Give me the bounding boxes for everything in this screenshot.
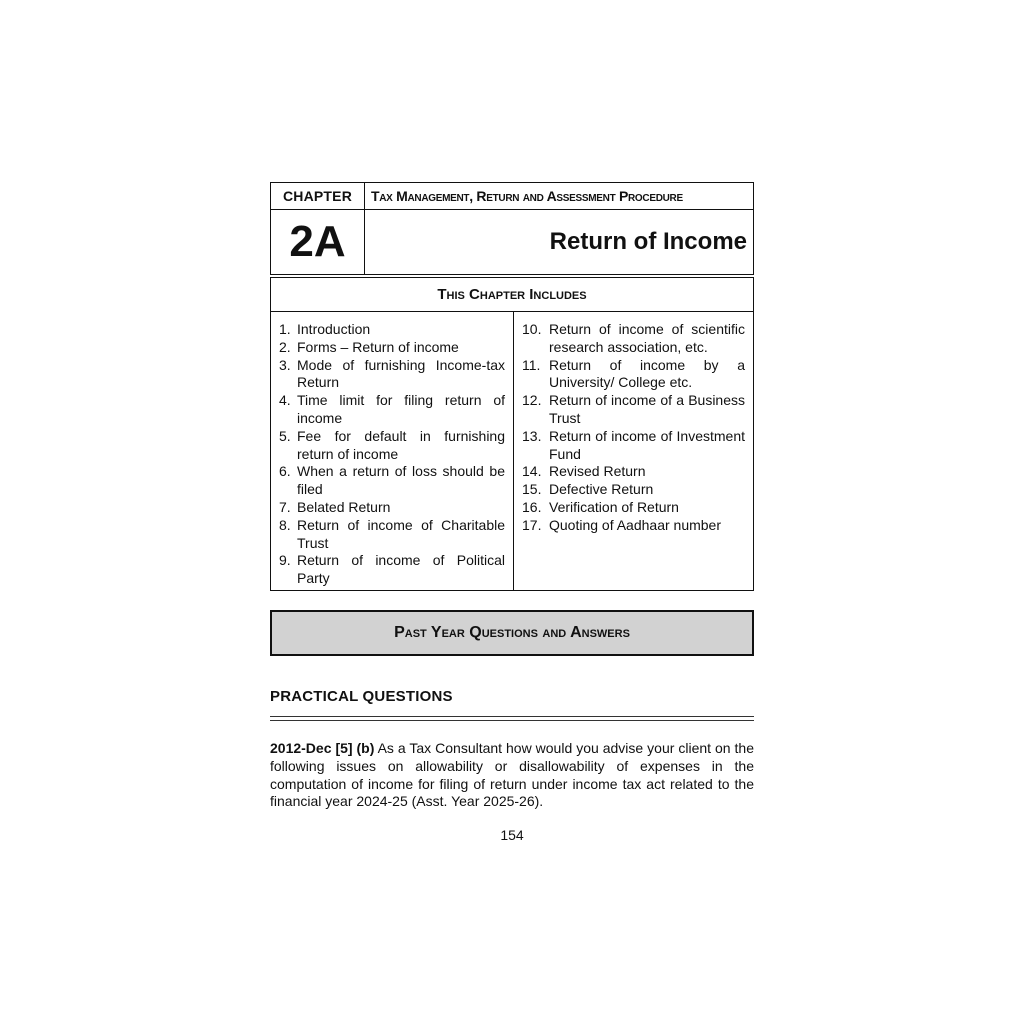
list-item-text: Defective Return <box>549 481 654 498</box>
list-item <box>522 463 745 481</box>
list-item <box>279 499 505 517</box>
question-paragraph <box>270 740 754 811</box>
list-item-text: Revised Return <box>549 463 646 480</box>
list-item-number: 9. <box>279 552 291 569</box>
list-item-number: 3. <box>279 356 291 373</box>
chapter-header-top-row <box>271 183 753 210</box>
chapter-includes-body <box>271 312 753 590</box>
chapter-header-table <box>270 182 754 275</box>
list-item-text: Quoting of Aadhaar number <box>549 516 722 533</box>
list-item-text: Return of income of a Business Trust <box>549 392 745 426</box>
includes-left-column <box>271 312 514 590</box>
list-item-number: 14. <box>522 463 542 480</box>
list-item <box>522 428 745 464</box>
list-item <box>279 552 505 588</box>
section-divider <box>270 716 754 721</box>
question-text: As a Tax Consultant how would you advise your client on the following issues on allowability or disallowability of expenses in the computation of income for filing of return under income tax act related to the financial year 2024-25 (Asst. Year 2025-26). <box>270 739 754 810</box>
list-item-number: 12. <box>522 392 542 409</box>
section-title: PRACTICAL QUESTIONS <box>270 687 453 705</box>
list-item-number: 6. <box>279 463 291 480</box>
list-item-number: 13. <box>522 427 542 444</box>
past-year-banner: Past Year Questions and Answers <box>270 610 754 656</box>
list-item-text: Belated Return <box>297 498 391 515</box>
list-item <box>522 357 745 393</box>
list-item <box>279 463 505 499</box>
list-item <box>279 428 505 464</box>
chapter-includes-box <box>270 277 754 591</box>
list-item-text: Return of income of Investment Fund <box>549 427 745 462</box>
list-item <box>522 321 745 357</box>
list-item <box>279 357 505 393</box>
list-item <box>279 321 505 339</box>
list-item-text: Fee for default in furnishing return of income <box>297 427 505 462</box>
list-item <box>279 339 505 357</box>
page-number: 154 <box>500 827 524 844</box>
list-item-number: 1. <box>279 321 291 337</box>
list-item-text: Return of income by a University/ College etc. <box>549 356 745 391</box>
list-item-number: 2. <box>279 338 291 355</box>
list-item-number: 17. <box>522 516 542 533</box>
document-page <box>270 182 754 843</box>
list-item <box>279 517 505 553</box>
list-item-number: 16. <box>522 498 542 515</box>
chapter-title: Return of Income <box>549 228 747 255</box>
list-item-text: Return of income of scientific research association, etc. <box>549 321 745 355</box>
chapter-label: CHAPTER <box>271 183 365 209</box>
question-reference: 2012-Dec [5] (b) <box>270 739 375 756</box>
list-item-number: 5. <box>279 427 291 444</box>
chapter-header-bottom-row <box>271 210 753 274</box>
list-item <box>522 392 745 428</box>
list-item-text: Mode of furnishing Income-tax Return <box>297 356 505 391</box>
list-item-text: Forms – Return of income <box>297 338 459 355</box>
list-item-text: Verification of Return <box>549 498 679 515</box>
list-item <box>522 481 745 499</box>
list-item <box>522 499 745 517</box>
chapter-category: Tax Management, Return and Assessment Procedure <box>371 188 683 204</box>
list-item-text: Introduction <box>297 321 371 337</box>
chapter-number: 2A <box>271 210 365 274</box>
includes-right-column <box>514 312 753 590</box>
list-item <box>522 517 745 535</box>
list-item-text: Return of income of Political Party <box>297 552 505 587</box>
list-item-text: Time limit for filing return of income <box>297 392 505 426</box>
chapter-includes-heading: This Chapter Includes <box>271 278 753 312</box>
list-item-number: 15. <box>522 481 542 498</box>
list-item <box>279 392 505 428</box>
list-item-number: 7. <box>279 498 291 515</box>
list-item-number: 8. <box>279 516 291 533</box>
list-item-text: When a return of loss should be filed <box>297 463 505 498</box>
list-item-number: 4. <box>279 392 291 409</box>
list-item-number: 10. <box>522 321 542 337</box>
list-item-number: 11. <box>522 356 541 373</box>
list-item-text: Return of income of Charitable Trust <box>297 516 505 551</box>
